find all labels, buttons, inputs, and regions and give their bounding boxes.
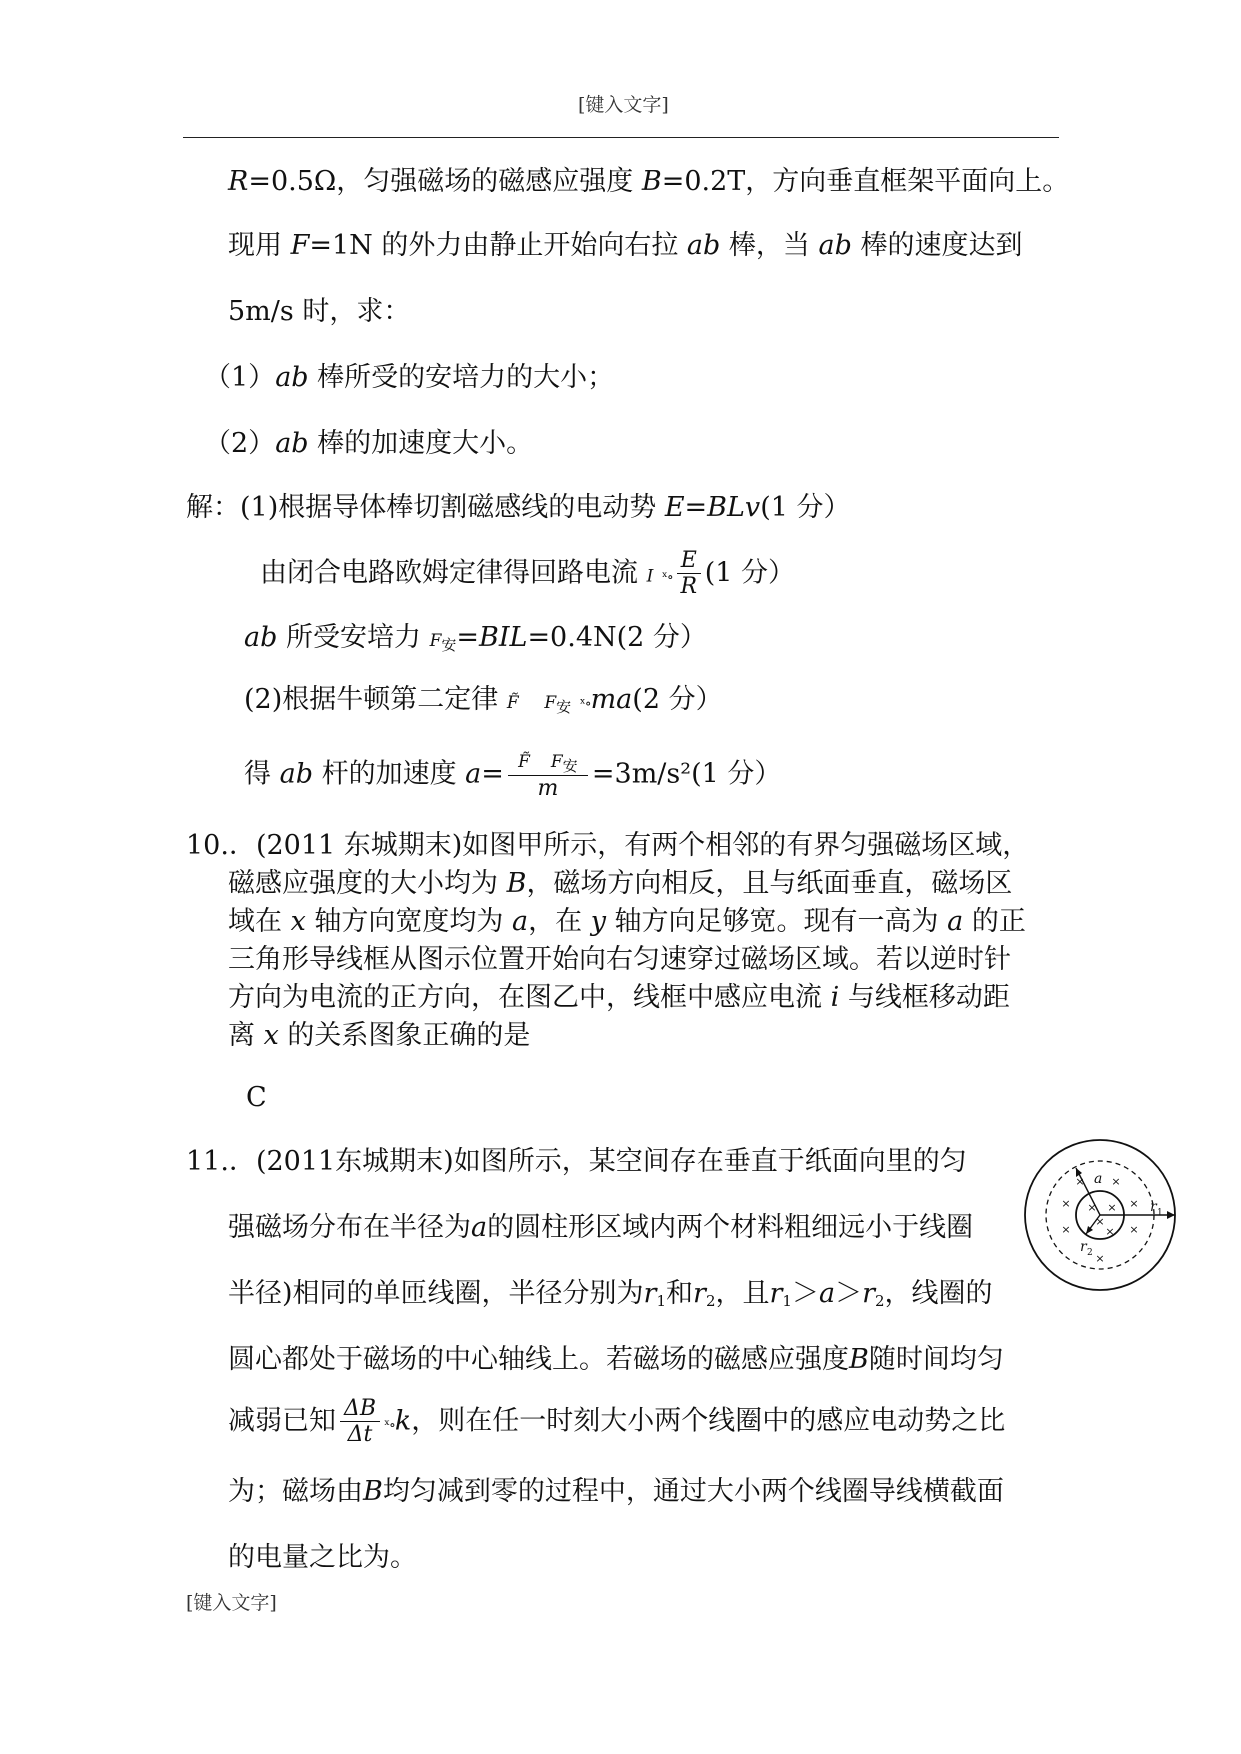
solution-step2 bbox=[260, 548, 795, 600]
p9-question2 bbox=[204, 428, 533, 460]
p11-l3fs: 1 bbox=[782, 1292, 792, 1310]
p11-l3bs: 1 bbox=[656, 1292, 667, 1310]
p10-l3c: 轴方向宽度均为 bbox=[305, 906, 512, 937]
p9-l1-a: R bbox=[228, 166, 249, 197]
p11-l3c: 和 bbox=[666, 1278, 694, 1309]
s5-fraction bbox=[508, 748, 588, 802]
p10-l2c: ，磁场方向相反，且与纸面垂直，磁场区 bbox=[526, 868, 1013, 899]
s1-b: E=BLv bbox=[664, 492, 761, 523]
p9-l1-d: =0.2T，方向垂直框架平面向上。 bbox=[661, 166, 1070, 197]
label-r1-sub: 1 bbox=[1157, 1208, 1163, 1218]
p9-l2-f: ab bbox=[818, 230, 852, 261]
p9-q2-c: 棒的加速度大小。 bbox=[308, 428, 534, 459]
p11-l5c: ，则在任一时刻大小两个线圈中的感应电动势之比 bbox=[411, 1405, 1006, 1437]
page-footer: [键入文字] bbox=[186, 1592, 277, 1614]
s1-a: 解：(1)根据导体棒切割磁感线的电动势 bbox=[186, 492, 665, 523]
s5-num2: F bbox=[550, 752, 563, 772]
p10-l3e: ，在 bbox=[528, 906, 591, 937]
s2-c: (1 分） bbox=[704, 557, 796, 589]
page-header: [键入文字] bbox=[578, 94, 669, 116]
p10-l5b: i bbox=[830, 982, 840, 1013]
p10-line1: 10.．(2011 东城期末)如图甲所示，有两个相邻的有界匀强磁场区域， bbox=[186, 830, 1030, 861]
p9-line3: 5m/s 时，求： bbox=[228, 296, 411, 327]
solution-step1 bbox=[186, 492, 850, 524]
p11-l3f: r bbox=[769, 1278, 783, 1309]
p11-l3a: 半径)相同的单匝线圈，半径分别为 bbox=[228, 1278, 644, 1309]
p10-l3f: y bbox=[590, 906, 606, 937]
p9-line2 bbox=[228, 230, 1022, 262]
p10-l3d: a bbox=[512, 906, 529, 937]
p9-q1-c: 棒所受的安培力的大小； bbox=[308, 362, 615, 393]
label-a: a bbox=[1094, 1171, 1103, 1187]
p9-l1-b: =0.5Ω，匀强磁场的磁感应强度 bbox=[248, 166, 642, 197]
r2-arrowhead bbox=[1086, 1226, 1093, 1234]
s2-num: E bbox=[677, 548, 701, 574]
s5-c: 杆的加速度 bbox=[312, 758, 466, 790]
s2-mark: ˣ∘ bbox=[661, 569, 673, 586]
p11-l5a: 减弱已知 bbox=[228, 1405, 336, 1437]
p9-line1 bbox=[228, 166, 1069, 198]
s3-a: ab bbox=[244, 622, 278, 653]
p10-l3b: x bbox=[290, 906, 306, 937]
p10-l3i: 的正 bbox=[963, 906, 1026, 937]
p9-q1-a: （1） bbox=[204, 362, 276, 393]
p11-l3k: ，线圈的 bbox=[884, 1278, 993, 1309]
cross-mark: × bbox=[1095, 1215, 1105, 1228]
cross-mark: × bbox=[1075, 1175, 1085, 1188]
s4-f: (2 分） bbox=[632, 684, 723, 715]
cross-mark: × bbox=[1105, 1225, 1115, 1238]
p10-l2b: B bbox=[506, 868, 527, 899]
p10-l5a: 方向为电流的正方向，在图乙中，线框中感应电流 bbox=[228, 982, 831, 1013]
s4-a: (2)根据牛顿第二定律 bbox=[244, 684, 507, 715]
p11-line3 bbox=[228, 1278, 993, 1310]
s3-b: 所受安培力 bbox=[277, 622, 430, 653]
p11-l3i: ＞ bbox=[835, 1278, 863, 1309]
p10-l6b: x bbox=[263, 1020, 279, 1051]
p11-l3e: ，且 bbox=[715, 1278, 770, 1309]
s5-num bbox=[508, 748, 588, 776]
p11-line4 bbox=[228, 1344, 1004, 1376]
s4-e: ma bbox=[590, 684, 633, 715]
cross-mark: × bbox=[1107, 1201, 1117, 1214]
s4-mark: ˣ∘ bbox=[579, 696, 591, 712]
s4-d: 安 bbox=[556, 698, 572, 716]
s3-f: =0.4N(2 分） bbox=[527, 622, 707, 653]
p11-fraction bbox=[340, 1396, 380, 1448]
s3-e: =BIL bbox=[456, 622, 528, 653]
p11-line2 bbox=[228, 1212, 973, 1244]
p9-l1-c: B bbox=[641, 166, 662, 197]
s5-a: 得 bbox=[244, 758, 280, 790]
p11-l4c: 随时间均匀 bbox=[868, 1344, 1004, 1375]
p10-l3g: 轴方向足够宽。现有一高为 bbox=[605, 906, 948, 937]
cross-mark: × bbox=[1095, 1252, 1105, 1265]
s3-d: 安 bbox=[441, 636, 457, 654]
p11-l3g: ＞ bbox=[791, 1278, 819, 1309]
s4-b: F̃ bbox=[506, 693, 519, 713]
s2-den: R bbox=[680, 574, 698, 600]
cross-mark: × bbox=[1061, 1197, 1071, 1210]
p11-line5 bbox=[228, 1396, 1005, 1448]
p11-l2c: 的圆柱形区域内两个材料粗细远小于线圈 bbox=[487, 1212, 974, 1243]
cross-mark: × bbox=[1061, 1223, 1071, 1236]
p9-l2-a: 现用 bbox=[228, 230, 291, 261]
s1-c: (1 分） bbox=[760, 492, 851, 523]
cross-mark: × bbox=[1087, 1201, 1097, 1214]
p10-line6 bbox=[228, 1020, 530, 1052]
p9-q1-b: ab bbox=[275, 362, 309, 393]
p11-l6c: 均匀减到零的过程中，通过大小两个线圈导线横截面 bbox=[382, 1476, 1004, 1507]
p11-l3h: a bbox=[818, 1278, 836, 1309]
p11-num: ΔB bbox=[340, 1396, 380, 1422]
p11-l2a: 强磁场分布在半径为 bbox=[228, 1212, 471, 1243]
p11-mark: ˣ∘ bbox=[384, 1417, 395, 1434]
s2-b: I bbox=[646, 566, 654, 587]
p10-line5 bbox=[228, 982, 1010, 1014]
p11-l5b: k bbox=[394, 1405, 412, 1437]
p11-l4a: 圆心都处于磁场的中心轴线上。若磁场的磁感应强度 bbox=[228, 1344, 849, 1375]
label-r2: r bbox=[1080, 1239, 1087, 1255]
solution-step4 bbox=[244, 684, 723, 716]
r1-arrowhead bbox=[1167, 1211, 1175, 1219]
s3-c: F bbox=[429, 631, 442, 651]
s5-d: a bbox=[465, 758, 482, 790]
s4-c: F bbox=[544, 693, 557, 713]
p10-line4: 三角形导线框从图示位置开始向右匀速穿过磁场区域。若以逆时针 bbox=[228, 944, 1011, 975]
p10-l2a: 磁感应强度的大小均为 bbox=[228, 868, 507, 899]
s5-b: ab bbox=[279, 758, 313, 790]
p10-line3 bbox=[228, 906, 1026, 938]
s2-fraction bbox=[677, 548, 701, 600]
cross-mark: × bbox=[1111, 1175, 1121, 1188]
p11-l2b: a bbox=[471, 1212, 488, 1243]
p11-l3js: 2 bbox=[874, 1292, 885, 1310]
p9-l2-c: =1N 的外力由静止开始向右拉 bbox=[309, 230, 687, 261]
p9-l2-b: F bbox=[290, 230, 310, 261]
p11-line6 bbox=[228, 1476, 1004, 1508]
cross-mark: × bbox=[1129, 1197, 1139, 1210]
s5-num3: 安 bbox=[562, 757, 578, 775]
label-r2-sub: 2 bbox=[1087, 1248, 1093, 1258]
solution-step5 bbox=[244, 748, 781, 802]
s5-f: =3m/s²(1 分） bbox=[591, 758, 782, 790]
p10-line2 bbox=[228, 868, 1012, 900]
p9-l2-g: 棒的速度达到 bbox=[851, 230, 1023, 261]
p11-line7: 的电量之比为。 bbox=[228, 1542, 417, 1573]
p9-l2-d: ab bbox=[686, 230, 721, 261]
solution-step3 bbox=[244, 622, 707, 654]
p11-l3b: r bbox=[643, 1278, 657, 1309]
p10-l3h: a bbox=[947, 906, 964, 937]
cross-mark: × bbox=[1129, 1223, 1139, 1236]
s5-e: = bbox=[481, 758, 504, 790]
p10-l6c: 的关系图象正确的是 bbox=[278, 1020, 531, 1051]
p11-l6a: 为；磁场由 bbox=[228, 1476, 363, 1507]
p11-l3d: r bbox=[693, 1278, 706, 1309]
p9-l2-e: 棒，当 bbox=[720, 230, 819, 261]
p11-l4b: B bbox=[849, 1344, 869, 1375]
p10-answer: C bbox=[246, 1082, 267, 1113]
p11-l3j: r bbox=[862, 1278, 875, 1309]
s5-den: m bbox=[537, 776, 559, 802]
p11-l6b: B bbox=[363, 1476, 383, 1507]
p9-question1 bbox=[204, 362, 614, 394]
p10-l6a: 离 bbox=[228, 1020, 264, 1051]
p11-den: Δt bbox=[347, 1422, 373, 1448]
s2-a: 由闭合电路欧姆定律得回路电流 bbox=[260, 557, 647, 589]
p10-l5c: 与线框移动距 bbox=[839, 982, 1010, 1013]
p9-q2-b: ab bbox=[275, 428, 309, 459]
p11-coil-figure bbox=[1020, 1135, 1180, 1295]
p11-line1: 11.．(2011东城期末)如图所示，某空间存在垂直于纸面向里的匀 bbox=[186, 1146, 967, 1177]
label-r1: r bbox=[1150, 1199, 1157, 1215]
p10-l3a: 域在 bbox=[228, 906, 291, 937]
s5-num1: F̃ bbox=[518, 752, 530, 772]
header-rule bbox=[183, 137, 1059, 138]
p9-q2-a: （2） bbox=[204, 428, 276, 459]
p11-l3ds: 2 bbox=[705, 1292, 716, 1310]
